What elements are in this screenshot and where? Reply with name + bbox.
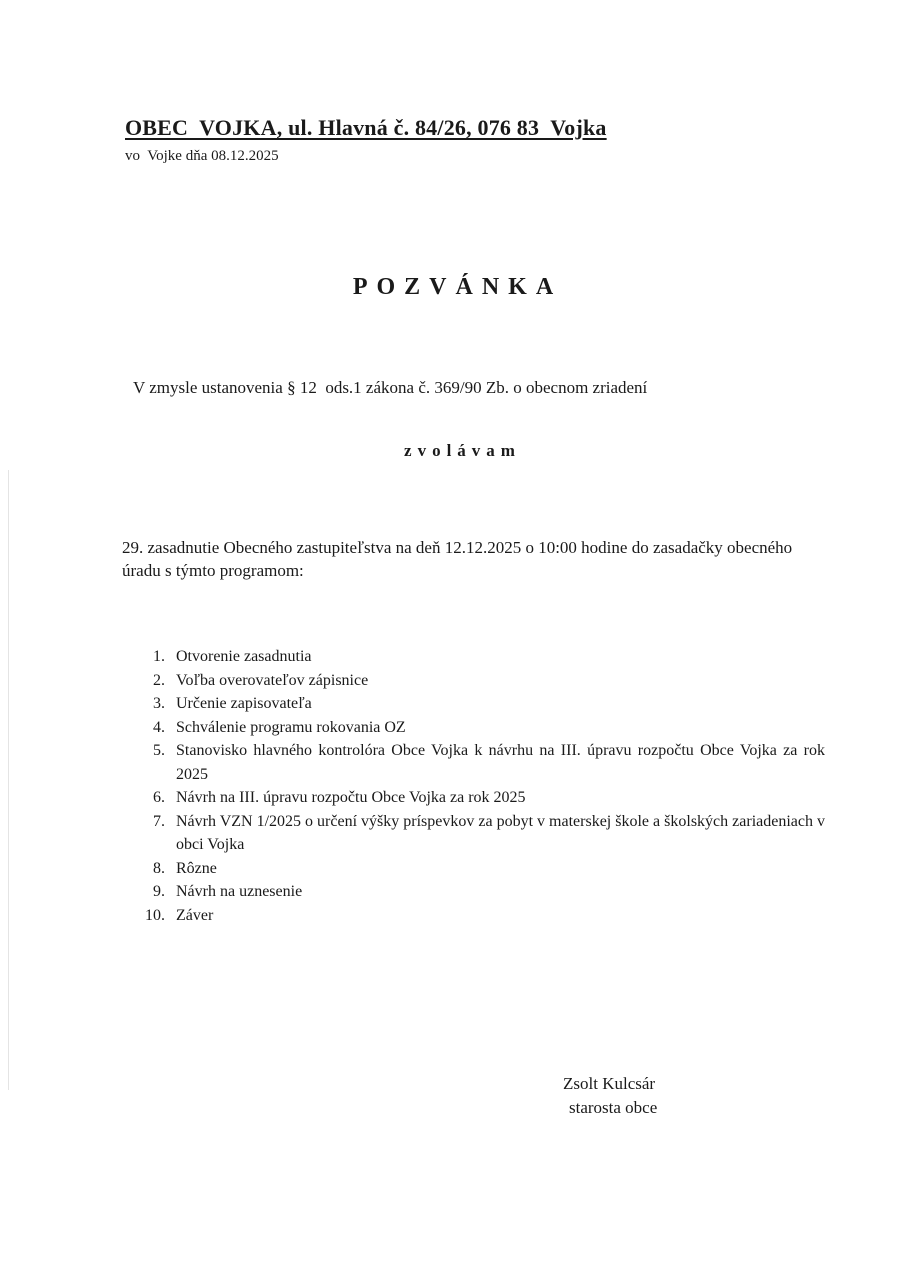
agenda-item bbox=[135, 692, 825, 716]
signature-block bbox=[563, 1072, 657, 1120]
date-line: vo Vojke dňa 08.12.2025 bbox=[125, 148, 279, 164]
agenda-item bbox=[135, 904, 825, 928]
agenda-item-text: Rôzne bbox=[176, 859, 217, 877]
agenda-item-number: 10. bbox=[145, 906, 165, 924]
agenda-item-text: Určenie zapisovateľa bbox=[176, 695, 312, 712]
convene-text: zvolávam bbox=[404, 441, 521, 460]
agenda-item-text: Schválenie programu rokovania OZ bbox=[176, 718, 406, 736]
agenda-item bbox=[135, 739, 825, 786]
signatory-name: Zsolt Kulcsár bbox=[563, 1074, 656, 1093]
scan-edge-line bbox=[8, 470, 9, 1090]
agenda-item bbox=[135, 716, 825, 740]
agenda-list bbox=[135, 645, 825, 927]
agenda-item bbox=[135, 810, 825, 857]
legal-basis-text: V zmysle ustanovenia § 12 ods.1 zákona č. 369/90 Zb. o obecnom zriadení bbox=[133, 378, 648, 397]
agenda-item-number: 8. bbox=[153, 859, 165, 877]
agenda-item-text: Otvorenie zasadnutia bbox=[176, 648, 312, 665]
agenda-item-text: Návrh na III. úpravu rozpočtu Obce Vojka za rok 2025 bbox=[176, 789, 526, 806]
agenda-item-text: Návrh VZN 1/2025 o určení výšky príspevkov za pobyt v materskej škole a školských zariadeniach v obci Vojka bbox=[176, 812, 825, 853]
agenda-item-number: 1. bbox=[153, 648, 165, 665]
agenda-item-number: 6. bbox=[153, 789, 165, 806]
agenda-item-number: 3. bbox=[153, 695, 165, 712]
agenda-item bbox=[135, 786, 825, 810]
agenda-item-text: Návrh na uznesenie bbox=[176, 883, 303, 900]
meeting-announcement: 29. zasadnutie Obecného zastupiteľstva na deň 12.12.2025 o 10:00 hodine do zasadačky obecného úradu s týmto programom: bbox=[122, 538, 793, 580]
agenda-item-number: 2. bbox=[153, 671, 165, 689]
agenda-item bbox=[135, 645, 825, 669]
signatory-role: starosta obce bbox=[569, 1098, 658, 1117]
agenda-item-text: Stanovisko hlavného kontrolóra Obce Vojka k návrhu na III. úpravu rozpočtu Obce Vojka za rok 2025 bbox=[176, 742, 825, 783]
agenda-item-text: Voľba overovateľov zápisnice bbox=[176, 671, 369, 689]
municipality-header: OBEC VOJKA, ul. Hlavná č. 84/26, 076 83 Vojka bbox=[125, 115, 607, 140]
agenda-item bbox=[135, 669, 825, 693]
agenda-item bbox=[135, 880, 825, 904]
agenda-item-number: 5. bbox=[153, 742, 165, 759]
agenda-item-text: Záver bbox=[176, 906, 214, 924]
agenda-item-number: 9. bbox=[153, 883, 165, 900]
agenda-item-number: 4. bbox=[153, 718, 165, 736]
agenda-item bbox=[135, 857, 825, 881]
document-title: POZVÁNKA bbox=[352, 274, 563, 300]
agenda-item-number: 7. bbox=[153, 812, 165, 830]
